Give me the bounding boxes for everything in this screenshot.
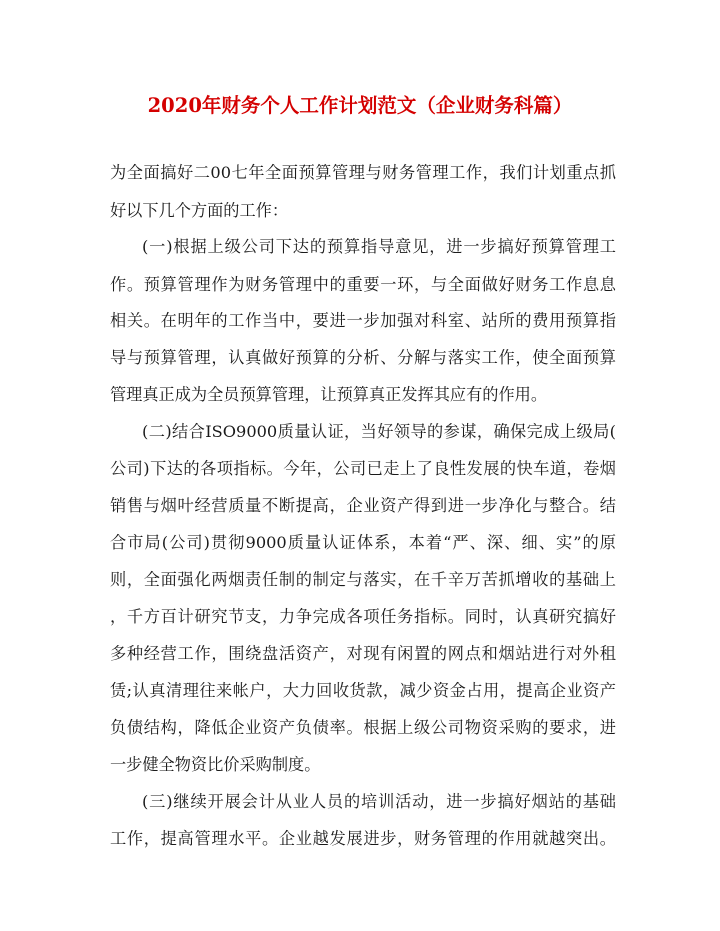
section3-line-2: 工作，提高管理水平。企业越发展进步，财务管理的作用就越突出。 [110, 829, 616, 848]
section2-line-6: ，千方百计研究节支，力争完成各项任务指标。同时，认真研究搞好 [110, 607, 616, 626]
section1-line-3: 相关。在明年的工作当中，要进一步加强对科室、站所的费用预算指 [110, 311, 616, 330]
section3-line-1: (三)继续开展会计从业人员的培训活动，进一步搞好烟站的基础 [142, 792, 616, 811]
section1-line-1: (一)根据上级公司下达的预算指导意见，进一步搞好预算管理工 [142, 237, 616, 256]
section2-line-2: 公司)下达的各项指标。今年，公司已走上了良性发展的快车道，卷烟 [110, 459, 616, 478]
section2-line-3: 销售与烟叶经营质量不断提高，企业资产得到进一步净化与整合。结 [110, 496, 616, 515]
section2-line-9: 负债结构，降低企业资产负债率。根据上级公司物资采购的要求，进 [110, 718, 616, 737]
intro-line-1: 为全面搞好二00七年全面预算管理与财务管理工作，我们计划重点抓 [110, 163, 616, 182]
section1-line-4: 导与预算管理，认真做好预算的分析、分解与落实工作，使全面预算 [110, 348, 616, 367]
section1-line-5: 管理真正成为全员预算管理，让预算真正发挥其应有的作用。 [110, 385, 548, 404]
section2-line-4: 合市局(公司)贯彻9000质量认证体系，本着“严、深、细、实”的原 [110, 533, 616, 552]
intro-line-2: 好以下几个方面的工作： [110, 201, 289, 220]
section2-line-10: 一步健全物资比价采购制度。 [110, 755, 321, 774]
document-title: 2020年财务个人工作计划范文（企业财务科篇） [147, 94, 573, 117]
section2-line-5: 则，全面强化两烟责任制的制定与落实，在千辛万苦抓增收的基础上 [110, 570, 616, 589]
section2-line-1: (二)结合ISO9000质量认证，当好领导的参谋，确保完成上级局( [142, 422, 616, 441]
section2-line-8: 赁;认真清理往来帐户，大力回收货款，减少资金占用，提高企业资产 [110, 681, 616, 700]
section1-line-2: 作。预算管理作为财务管理中的重要一环，与全面做好财务工作息息 [110, 275, 616, 294]
section2-line-7: 多种经营工作，围绕盘活资产，对现有闲置的网点和烟站进行对外租 [110, 644, 616, 663]
